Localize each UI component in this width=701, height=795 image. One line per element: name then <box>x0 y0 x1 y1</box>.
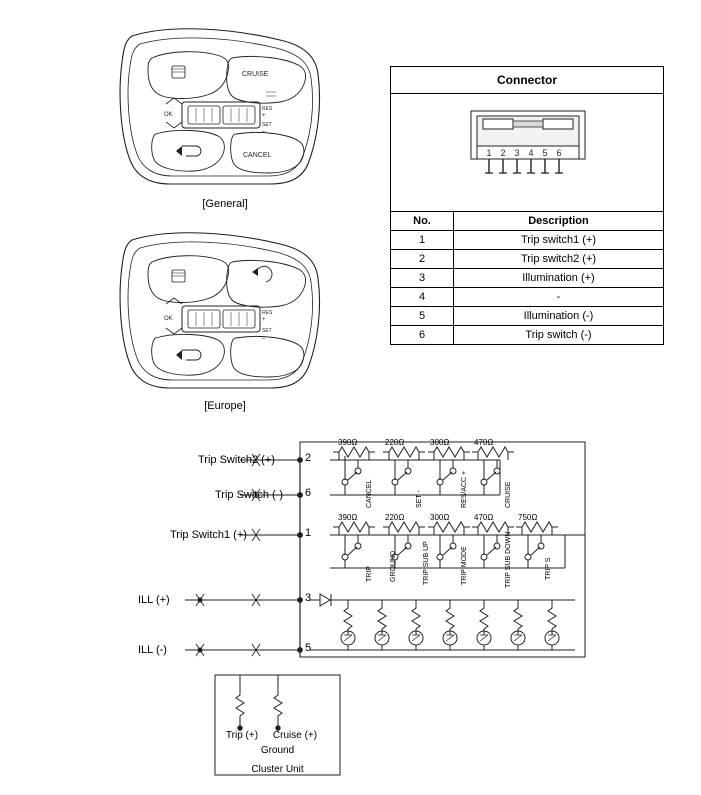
connector-title: Connector <box>391 67 664 94</box>
cluster-label-unit: Cluster Unit <box>251 764 304 775</box>
pin-description: Trip switch (-) <box>454 326 664 345</box>
pin-no: 2 <box>391 250 454 269</box>
pin-number-3: 3 <box>514 148 520 158</box>
pin-number-1: 1 <box>486 148 492 158</box>
resistor-value-bot-4: 470Ω <box>474 513 494 522</box>
connector-diagram <box>393 97 661 205</box>
label-plus: + <box>262 317 266 323</box>
cluster-label-trip-pos: Trip (+) <box>225 730 259 741</box>
switch-label-trip-mode: TRIP MODE <box>461 546 468 585</box>
resistor-value-bot-3: 300Ω <box>430 513 450 522</box>
column-header-no: No. <box>391 212 454 231</box>
terminal-label-trip-switch2: Trip Switch2 (+) <box>198 454 275 466</box>
pin-no: 3 <box>391 269 454 288</box>
pin-description: Illumination (+) <box>454 269 664 288</box>
table-row <box>391 326 664 345</box>
table-row <box>391 307 664 326</box>
label-res: RES <box>262 106 273 112</box>
terminal-pin-3: 3 <box>305 592 312 604</box>
terminal-pin-2: 2 <box>305 452 312 464</box>
pin-no: 6 <box>391 326 454 345</box>
cluster-label-ground: Ground <box>260 745 295 756</box>
table-row <box>391 250 664 269</box>
label-cruise: CRUISE <box>242 71 269 78</box>
label-ok: OK <box>164 112 173 118</box>
connector-image-cell <box>391 94 664 212</box>
pin-description: - <box>454 288 664 307</box>
label-set: SET <box>262 328 272 334</box>
terminal-label-trip-switch1: Trip Switch1 (+) <box>170 529 247 541</box>
table-row <box>391 269 664 288</box>
table-row <box>391 288 664 307</box>
switch-label-trip-sub-up: TRIP SUB UP <box>423 541 430 585</box>
terminal-pin-5: 5 <box>305 642 312 654</box>
label-cancel: CANCEL <box>243 152 272 159</box>
pin-number-6: 6 <box>556 148 562 158</box>
switch-label-trip-sub-down: TRIP SUB DOWN <box>505 531 512 588</box>
resistor-value-bot-1: 390Ω <box>338 513 358 522</box>
terminal-pin-6: 6 <box>305 487 312 499</box>
label-set: SET <box>262 122 272 128</box>
connector-table <box>390 66 664 345</box>
pin-number-5: 5 <box>542 148 548 158</box>
pin-description: Trip switch2 (+) <box>454 250 664 269</box>
switch-label-trip: TRIP <box>366 566 373 582</box>
resistor-value-bot-5: 750Ω <box>518 513 538 522</box>
terminal-label-trip-switch-neg: Trip Switch (-) <box>215 489 284 501</box>
switch-label-res-acc: RES/ACC + <box>461 470 468 508</box>
steering-switch-europe-image <box>110 222 340 392</box>
pin-number-4: 4 <box>528 148 534 158</box>
label-minus: – <box>262 129 266 135</box>
schematic-drawing <box>0 430 701 790</box>
label-plus: + <box>262 113 266 119</box>
resistor-value-top-3: 300Ω <box>430 438 450 447</box>
cluster-label-cruise-pos: Cruise (+) <box>272 730 318 741</box>
caption-general: [General] <box>202 198 248 210</box>
caption-europe: [Europe] <box>204 400 246 412</box>
table-row <box>391 231 664 250</box>
label-res: RES <box>262 310 273 316</box>
pin-description: Illumination (-) <box>454 307 664 326</box>
steering-switch-general-image <box>110 18 340 188</box>
resistor-value-top-2: 220Ω <box>385 438 405 447</box>
resistor-value-top-4: 470Ω <box>474 438 494 447</box>
switch-label-set: SET - <box>416 490 423 508</box>
resistor-value-bot-2: 220Ω <box>385 513 405 522</box>
column-header-description: Description <box>454 212 664 231</box>
terminal-label-ill-neg: ILL (-) <box>138 644 167 656</box>
pin-no: 4 <box>391 288 454 307</box>
pin-no: 5 <box>391 307 454 326</box>
pin-number-2: 2 <box>500 148 506 158</box>
label-ok: OK <box>164 316 173 322</box>
pin-description: Trip switch1 (+) <box>454 231 664 250</box>
circuit-schematic <box>0 430 701 790</box>
switch-label-ground: GROUND <box>390 550 397 582</box>
switch-label-cruise: CRUISE <box>505 481 512 508</box>
switch-label-cancel: CANCEL <box>366 479 373 508</box>
pin-no: 1 <box>391 231 454 250</box>
label-minus: – <box>262 336 266 342</box>
switch-label-trip-s: TRIP S <box>545 557 552 580</box>
resistor-value-top-1: 390Ω <box>338 438 358 447</box>
terminal-label-ill-pos: ILL (+) <box>138 594 170 606</box>
terminal-pin-1: 1 <box>305 527 312 539</box>
